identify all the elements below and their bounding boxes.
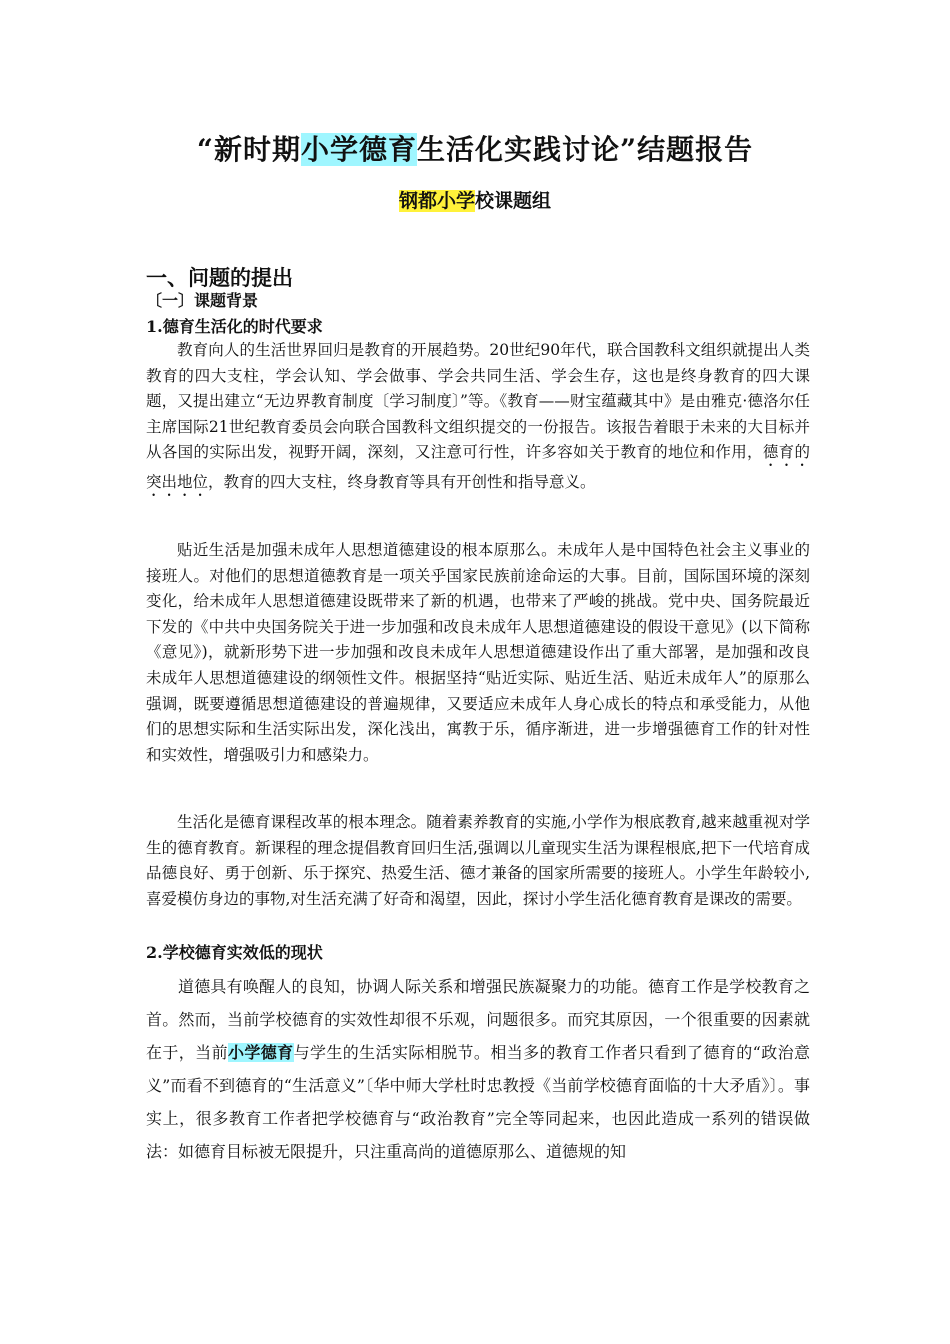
paragraph-3: 生活化是德育课程改革的根本理念。随着素养教育的实施,小学作为根底教育,越来越重视对学生的德育教育。新课程的理念提倡教育回归生活,强调以儿童现实生活为课程根底,把下一代培育成品德良好、勇于创新、乐于探究、热爱生活、德才兼备的国家所需要的接班人。小学生年龄较小,喜爱模仿身边的事物,对生活充满了好奇和渴望，因此，探讨小学生活化德育教育是课改的需要。	[146, 813, 810, 908]
title-post: 生活化实践讨论”结题报告	[417, 133, 754, 166]
title-pre: “新时期	[196, 133, 301, 166]
subsection-heading: 〔一〕课题背景	[146, 291, 259, 310]
paragraph-1-text-a: 教育向人的生活世界回归是教育的开展趋势。20世纪90年代，联合国教科文组织就提出人类教育的四大支柱，学会认知、学会做事、学会共同生活、学会生存，这也是终身教育的四大课题，又提出建立“无边界教育制度〔学习制度〕”等。《教育——财宝蕴藏其中》是由雅克·德洛尔任主席国际21世纪教育委员会向联合国教科文组织提交的一份报告。该报告着眼于未来的大目标并从各国的实际出发，视野开阔，深刻，又注意可行性，许多容如关于教育的地位和作用，	[146, 341, 810, 462]
item-heading-1: 1.德育生活化的时代要求	[146, 317, 323, 336]
paragraph-4-text-b: 与学生的生活实际相脱节。相当多的教育工作者只看到了德育的“政治意义”而看不到德育的“生活意义”〔华中师大学杜时忠教授《当前学校德育面临的十大矛盾》〕。事实上，很多教育工作者把学校德育与“政治教育”完全等同起来，也因此造成一系列的错误做法：如德育目标被无限提升，只注重高尚的道德原那么、道德规的知	[146, 1043, 810, 1161]
paragraph-4-highlight: 小学德育	[227, 1043, 294, 1062]
item-heading-2: 2.学校德育实效低的现状	[146, 943, 323, 962]
subtitle-highlight: 钢都小学	[398, 190, 475, 212]
report-title	[0, 128, 950, 168]
subtitle-post: 校课题组	[475, 190, 552, 212]
section-heading: 一、问题的提出	[146, 265, 293, 290]
paragraph-1-text-b: ，教育的四大支柱，终身教育等具有开创性和指导意义。	[208, 473, 596, 492]
paragraph-4	[146, 970, 810, 1168]
paragraph-1-emphasis: 德育的突出地位	[146, 443, 810, 492]
report-subtitle	[0, 186, 950, 213]
title-highlight: 小学德育	[300, 133, 417, 166]
paragraph-2: 贴近生活是加强未成年人思想道德建设的根本原那么。未成年人是中国特色社会主义事业的接班人。对他们的思想道德教育是一项关乎国家民族前途命运的大事。目前，国际国环境的深刻变化，给未成年人思想道德建设既带来了新的机遇，也带来了严峻的挑战。党中央、国务院最近下发的《中共中央国务院关于进一步加强和改良未成年人思想道德建设的假设干意见》(以下简称《意见》)，就新形势下进一步加强和改良未成年人思想道德建设作出了重大部署，是加强和改良未成年人思想道德建设的纲领性文件。根据坚持“贴近实际、贴近生活、贴近未成年人”的原那么强调，既要遵循思想道德建设的普遍规律，又要适应未成年人身心成长的特点和承受能力，从他们的思想实际和生活实际出发，深化浅出，寓教于乐，循序渐进，进一步增强德育工作的针对性和实效性，增强吸引力和感染力。	[146, 541, 810, 764]
paragraph-4-text-a: 道德具有唤醒人的良知，协调人际关系和增强民族凝聚力的功能。德育工作是学校教育之首。然而，当前学校德育的实效性却很不乐观，问题很多。而究其原因，一个很重要的因素就在于，当前	[146, 977, 810, 1062]
paragraph-1	[146, 338, 810, 500]
